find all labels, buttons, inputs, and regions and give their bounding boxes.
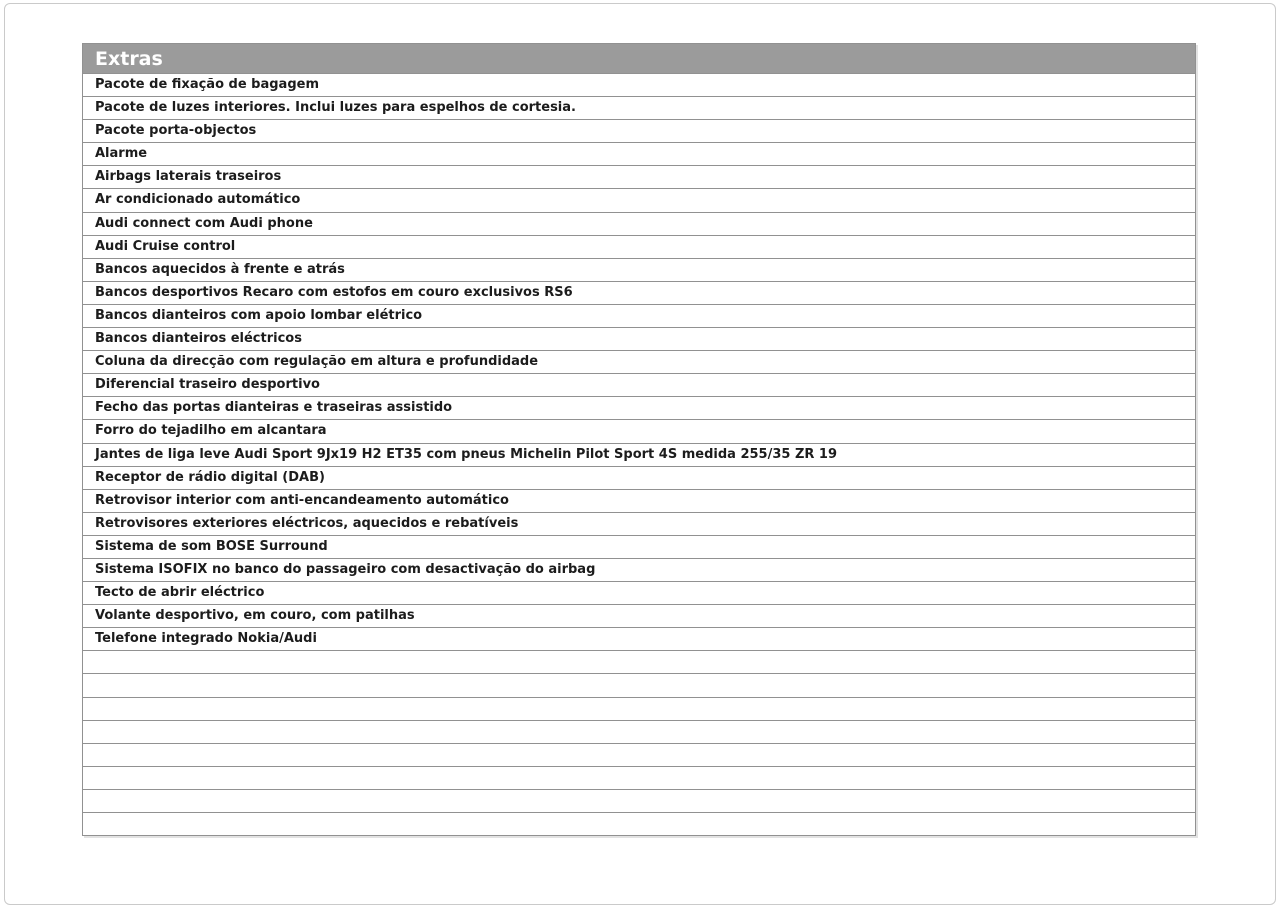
row-label: Bancos dianteiros com apoio lombar elétrico <box>95 307 423 323</box>
table-row-empty <box>83 698 1195 721</box>
table-header <box>82 43 1196 73</box>
row-label: Telefone integrado Nokia/Audi <box>95 631 317 647</box>
row-label: Pacote de luzes interiores. Inclui luzes para espelhos de cortesia. <box>95 100 576 116</box>
row-label: Receptor de rádio digital (DAB) <box>95 469 325 485</box>
table-row <box>83 143 1195 166</box>
row-label: Sistema ISOFIX no banco do passageiro com desactivação do airbag <box>95 561 596 577</box>
row-label: Audi connect com Audi phone <box>95 215 313 231</box>
document-page <box>4 3 1276 905</box>
row-label: Diferencial traseiro desportivo <box>95 377 320 393</box>
row-label: Coluna da direcção com regulação em altura e profundidade <box>95 354 539 370</box>
row-label: Retrovisor interior com anti-encandeamento automático <box>95 492 509 508</box>
table-row-empty <box>83 744 1195 767</box>
table-row-empty <box>83 721 1195 744</box>
table-row <box>83 213 1195 236</box>
row-label: Volante desportivo, em couro, com patilhas <box>95 608 415 624</box>
row-label: Bancos dianteiros eléctricos <box>95 331 302 347</box>
table-row <box>83 582 1195 605</box>
table-row-empty <box>83 651 1195 674</box>
table-row <box>83 328 1195 351</box>
row-label: Audi Cruise control <box>95 238 236 254</box>
table-row <box>83 513 1195 536</box>
table-row <box>83 490 1195 513</box>
row-label: Bancos aquecidos à frente e atrás <box>95 261 345 277</box>
row-label: Fecho das portas dianteiras e traseiras assistido <box>95 400 453 416</box>
row-label: Sistema de som BOSE Surround <box>95 538 328 554</box>
table-row <box>83 259 1195 282</box>
table-row <box>83 397 1195 420</box>
row-label: Tecto de abrir eléctrico <box>95 585 265 601</box>
row-label: Airbags laterais traseiros <box>95 169 282 185</box>
table-row <box>83 120 1195 143</box>
table-row <box>83 605 1195 628</box>
table-row <box>83 628 1195 651</box>
table-row <box>83 282 1195 305</box>
table-row <box>83 467 1195 490</box>
table-body <box>82 73 1196 836</box>
table-row <box>83 351 1195 374</box>
table-row <box>83 420 1195 443</box>
table-row <box>83 189 1195 212</box>
row-label: Alarme <box>95 146 148 162</box>
table-row <box>83 305 1195 328</box>
table-row <box>83 236 1195 259</box>
row-label: Pacote porta-objectos <box>95 123 257 139</box>
table-row <box>83 536 1195 559</box>
table-row-empty <box>83 767 1195 790</box>
row-label: Bancos desportivos Recaro com estofos em couro exclusivos RS6 <box>95 284 573 300</box>
table-title: Extras <box>95 48 163 70</box>
table-row-empty <box>83 674 1195 697</box>
row-label: Jantes de liga leve Audi Sport 9Jx19 H2 ET35 com pneus Michelin Pilot Sport 4S medida 255/35 ZR 19 <box>95 446 838 462</box>
table-row-empty <box>83 790 1195 813</box>
table-row <box>83 74 1195 97</box>
table-row <box>83 166 1195 189</box>
row-label: Pacote de fixação de bagagem <box>95 77 319 92</box>
table-row <box>83 444 1195 467</box>
extras-table <box>82 43 1196 836</box>
row-label: Retrovisores exteriores eléctricos, aquecidos e rebatíveis <box>95 515 519 531</box>
row-label: Ar condicionado automático <box>95 192 301 208</box>
table-row <box>83 374 1195 397</box>
row-label: Forro do tejadilho em alcantara <box>95 423 327 439</box>
table-row-empty <box>83 813 1195 835</box>
table-row <box>83 97 1195 120</box>
table-row <box>83 559 1195 582</box>
